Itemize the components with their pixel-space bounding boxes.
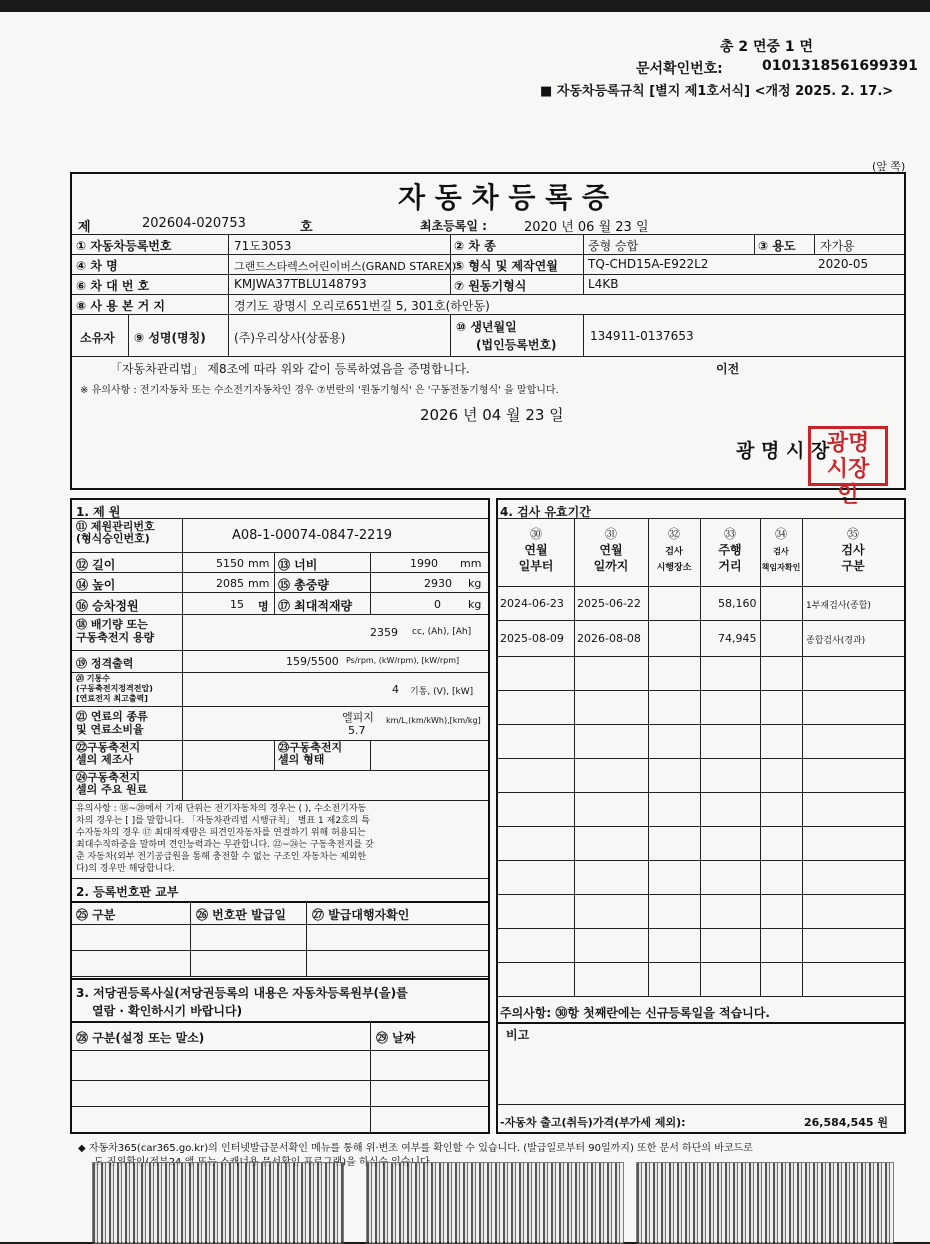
- height-label: ⑭ 높이: [76, 578, 116, 592]
- barcode-image: [92, 1162, 344, 1244]
- spec-note-line: 최대수직하중을 말하며 견인능력과는 무관합니다. ㉒~㉔는 구동축전지를 갖: [76, 840, 374, 850]
- cert-no-suffix: 호: [300, 220, 313, 235]
- price-label: -자동차 출고(취득)가격(부가세 제외):: [500, 1116, 686, 1129]
- certification-statement: 「자동차관리법」 제8조에 따라 위와 같이 등록하였음을 증명합니다.: [110, 362, 470, 376]
- bat-shape-label-1: ㉓구동축전지: [278, 741, 343, 754]
- weight-value: 2930: [424, 577, 452, 590]
- reg-no-label: ① 자동차등록번호: [76, 239, 172, 253]
- displacement-value: 2359: [370, 626, 398, 639]
- inspection-to: 2026-08-08: [577, 632, 641, 645]
- type-label: ② 차 종: [454, 239, 496, 253]
- header-from-2: 일부터: [518, 559, 554, 573]
- load-unit: kg: [468, 598, 482, 611]
- inspection-to: 2025-06-22: [577, 597, 641, 610]
- vehicle-type: 중형 승합: [588, 239, 639, 253]
- cylinders-value: 4: [392, 683, 399, 696]
- owner-label: 소유자: [80, 331, 115, 345]
- mortgage-title-1: 3. 저당권등록사실(저당권등록의 내용은 자동차등록원부(을)를: [76, 986, 408, 1000]
- fuel-label-1: ㉑ 연료의 종류: [76, 710, 148, 723]
- form-reference: ■ 자동차등록규칙 [별지 제1호서식] <개정 2025. 2. 17.>: [540, 84, 894, 99]
- side-label: (앞 쪽): [872, 160, 906, 173]
- mortgage-title-2: 열람 · 확인하시기 바랍니다): [92, 1004, 243, 1018]
- bat-material-label-1: ㉔구동축전지: [76, 771, 141, 784]
- header-num: ㉝: [723, 527, 736, 541]
- official-seal: [808, 426, 888, 508]
- cert-notice: ※ 유의사항 : 전기자동차 또는 수소전기자동차인 경우 ⑦번란의 '원동기형식' 은 '구동전동기형식' 을 말합니다.: [80, 385, 559, 396]
- certificate-number: 202604-020753: [142, 216, 246, 231]
- approval-label-1: ⑪ 제원관리번호: [76, 520, 155, 533]
- vin-label: ⑥ 차 대 번 호: [76, 279, 150, 293]
- bat-maker-label-1: ㉒구동축전지: [76, 741, 141, 754]
- load-value: 0: [434, 598, 441, 611]
- seats-unit: 명: [258, 600, 269, 613]
- vin: KMJWA37TBLU148793: [234, 277, 367, 291]
- inspection-title: 4. 검사 유효기간: [500, 505, 591, 519]
- inspection-section: [496, 498, 906, 1134]
- name-label: ④ 차 명: [76, 259, 118, 273]
- model-date: 2020-05: [818, 257, 869, 271]
- plate-title: 2. 등록번호판 교부: [76, 885, 179, 899]
- first-reg-label: 최초등록일 :: [420, 219, 487, 233]
- spec-note-line: 유의사항 : ⑱~⑳에서 기재 단위는 전기자동차의 경우는 ( ), 수소전기자동: [76, 804, 367, 814]
- fuel-type: 엘피지: [342, 711, 374, 724]
- width-unit: mm: [460, 557, 482, 570]
- spec-title: 1. 제 원: [76, 505, 121, 519]
- model-code: TQ-CHD15A-E922L2: [588, 257, 709, 271]
- cert-no-prefix: 제: [78, 220, 91, 235]
- doc-no: 0101318561699391: [762, 58, 918, 74]
- cyl-label-3: [연료전지 최고출력]: [76, 694, 148, 703]
- header-from-1: 연월: [524, 543, 548, 557]
- transfer-note: 이전: [716, 362, 740, 376]
- vehicle-name: 그랜드스타렉스어린이버스(GRAND STAREX): [234, 260, 457, 273]
- use-label: ③ 용도: [758, 239, 796, 253]
- spec-notice: [76, 803, 374, 875]
- header-kind-2: 구분: [841, 559, 865, 573]
- seal-text: 광명시장인: [826, 431, 870, 508]
- length-label: ⑫ 길이: [76, 558, 116, 572]
- engine-type: L4KB: [588, 277, 619, 291]
- header-num: ㉚: [529, 527, 542, 541]
- inspection-mileage: 58,160: [718, 597, 757, 610]
- displacement-unit: cc, (Ah), [Ah]: [412, 627, 472, 637]
- bat-material-label-2: 셀의 주요 원료: [76, 783, 148, 796]
- inspection-kind: 종합검사(경과): [806, 636, 866, 646]
- bat-shape-label-2: 셀의 형태: [278, 753, 325, 766]
- plate-col-kind: ㉕ 구분: [76, 908, 116, 922]
- first-registration-date: 2020 년 06 월 23 일: [524, 220, 649, 235]
- header-km-1: 주행: [718, 543, 742, 557]
- power-label: ⑲ 정격출력: [76, 657, 134, 670]
- seats-value: 15: [230, 598, 244, 611]
- length-value: 5150: [216, 557, 244, 570]
- height-value: 2085: [216, 577, 244, 590]
- weight-unit: kg: [468, 577, 482, 590]
- vehicle-price: 26,584,545 원: [804, 1116, 889, 1129]
- header-to-1: 연월: [599, 543, 623, 557]
- inspection-kind: 1부재검사(종합): [806, 601, 871, 611]
- header-num: ㉛: [604, 527, 617, 541]
- address: 경기도 광명시 오리로651번길 5, 301호(하안동): [234, 299, 490, 313]
- cyl-label-2: (구동축전지정격전압): [76, 684, 153, 693]
- inspection-note: 주의사항: ㉚항 첫째란에는 신규등록일을 적습니다.: [500, 1006, 770, 1020]
- corporate-reg-number: 134911-0137653: [590, 329, 694, 343]
- seats-label: ⑯ 승차정원: [76, 599, 139, 613]
- issuer-name: 광 명 시 장: [736, 440, 830, 462]
- width-label: ⑬ 너비: [278, 558, 318, 572]
- weight-label: ⑮ 총중량: [278, 578, 329, 592]
- address-label: ⑧ 사 용 본 거 지: [76, 299, 166, 313]
- header-to-2: 일까지: [593, 559, 629, 573]
- approval-number: A08-1-00074-0847-2219: [232, 528, 392, 543]
- spec-note-line: 수자동차의 경우 ⑰ 최대적재량은 피견인자동차를 연결하기 위해 허용되는: [76, 828, 366, 838]
- barcode-image: [636, 1162, 894, 1244]
- plate-col-agent: ㉗ 발급대행자확인: [312, 908, 410, 922]
- header-check-2: 책임자확인: [761, 563, 801, 572]
- load-label: ⑰ 최대적재량: [278, 599, 353, 613]
- cylinders-unit: 기통, (V), [kW]: [410, 687, 474, 697]
- fuel-unit: km/L,(km/kWh),[km/kg]: [386, 716, 481, 725]
- power-value: 159/5500: [286, 655, 339, 668]
- header-num: ㉜: [667, 527, 680, 541]
- header-place-2: 시행장소: [656, 563, 692, 573]
- owner-name: (주)우리상사(상품용): [234, 331, 346, 345]
- width-value: 1990: [410, 557, 438, 570]
- registration-number: 71도3053: [234, 239, 292, 253]
- header-km-2: 거리: [718, 559, 742, 573]
- power-unit: Ps/rpm, (kW/rpm), [kW/rpm]: [346, 656, 460, 665]
- inspection-mileage: 74,945: [718, 632, 757, 645]
- header-num: ㉟: [846, 527, 859, 541]
- mortgage-col-date: ㉙ 날짜: [376, 1031, 416, 1045]
- engine-label: ⑦ 원동기형식: [454, 279, 527, 293]
- spec-note-line: 다)의 경우만 해당합니다.: [76, 864, 176, 874]
- height-unit: mm: [248, 577, 270, 590]
- fuel-label-2: 및 연료소비율: [76, 723, 144, 736]
- bat-maker-label-2: 셀의 제조사: [76, 753, 133, 766]
- model-label: ⑤ 형식 및 제작연월: [454, 259, 558, 273]
- issue-date: 2026 년 04 월 23 일: [420, 406, 564, 424]
- birth-label-2: (법인등록번호): [476, 338, 557, 352]
- header-num: ㉞: [774, 527, 787, 541]
- inspection-from: 2025-08-09: [500, 632, 564, 645]
- spec-note-line: 차의 경우는 [ ]를 말합니다. 「자동차관리법 시행규칙」 별표 1 제2호의 특: [76, 816, 370, 826]
- spec-note-line: 춘 자동차(외부 전기공급원을 통해 충전할 수 없는 구조인 자동차는 제외한: [76, 852, 367, 862]
- mortgage-col-kind: ㉘ 구분(설정 또는 말소): [76, 1031, 205, 1045]
- fuel-efficiency: 5.7: [348, 724, 366, 737]
- header-place-1: 검사: [665, 547, 683, 557]
- owner-name-label: ⑨ 성명(명칭): [134, 331, 206, 345]
- cyl-label-1: ⑳ 기통수: [76, 674, 110, 683]
- remarks-label: 비고: [506, 1028, 530, 1042]
- header-kind-1: 검사: [841, 543, 865, 557]
- length-unit: mm: [248, 557, 270, 570]
- disp-label-1: ⑱ 배기량 또는: [76, 618, 148, 631]
- birth-label-1: ⑩ 생년월일: [456, 320, 517, 334]
- page-count: 총 2 면중 1 면: [720, 39, 814, 55]
- footer-line: ◆ 자동차365(car365.go.kr)의 인터넷발급문서확인 메뉴를 통해 위·변조 여부를 확인할 수 있습니다. (발급일로부터 90일까지) 또한 문서 하단의 바코드로: [78, 1143, 753, 1154]
- inspection-from: 2024-06-23: [500, 597, 564, 610]
- vehicle-use: 자가용: [820, 239, 855, 253]
- barcode-image: [366, 1162, 624, 1244]
- approval-label-2: (형식승인번호): [76, 532, 150, 545]
- certificate-title: 자 동 차 등 록 증: [398, 181, 610, 214]
- header-check-1: 검사: [773, 547, 789, 556]
- plate-col-date: ㉖ 번호판 발급일: [196, 908, 286, 922]
- disp-label-2: 구동축전지 용량: [76, 631, 155, 644]
- doc-no-label: 문서확인번호:: [636, 61, 723, 77]
